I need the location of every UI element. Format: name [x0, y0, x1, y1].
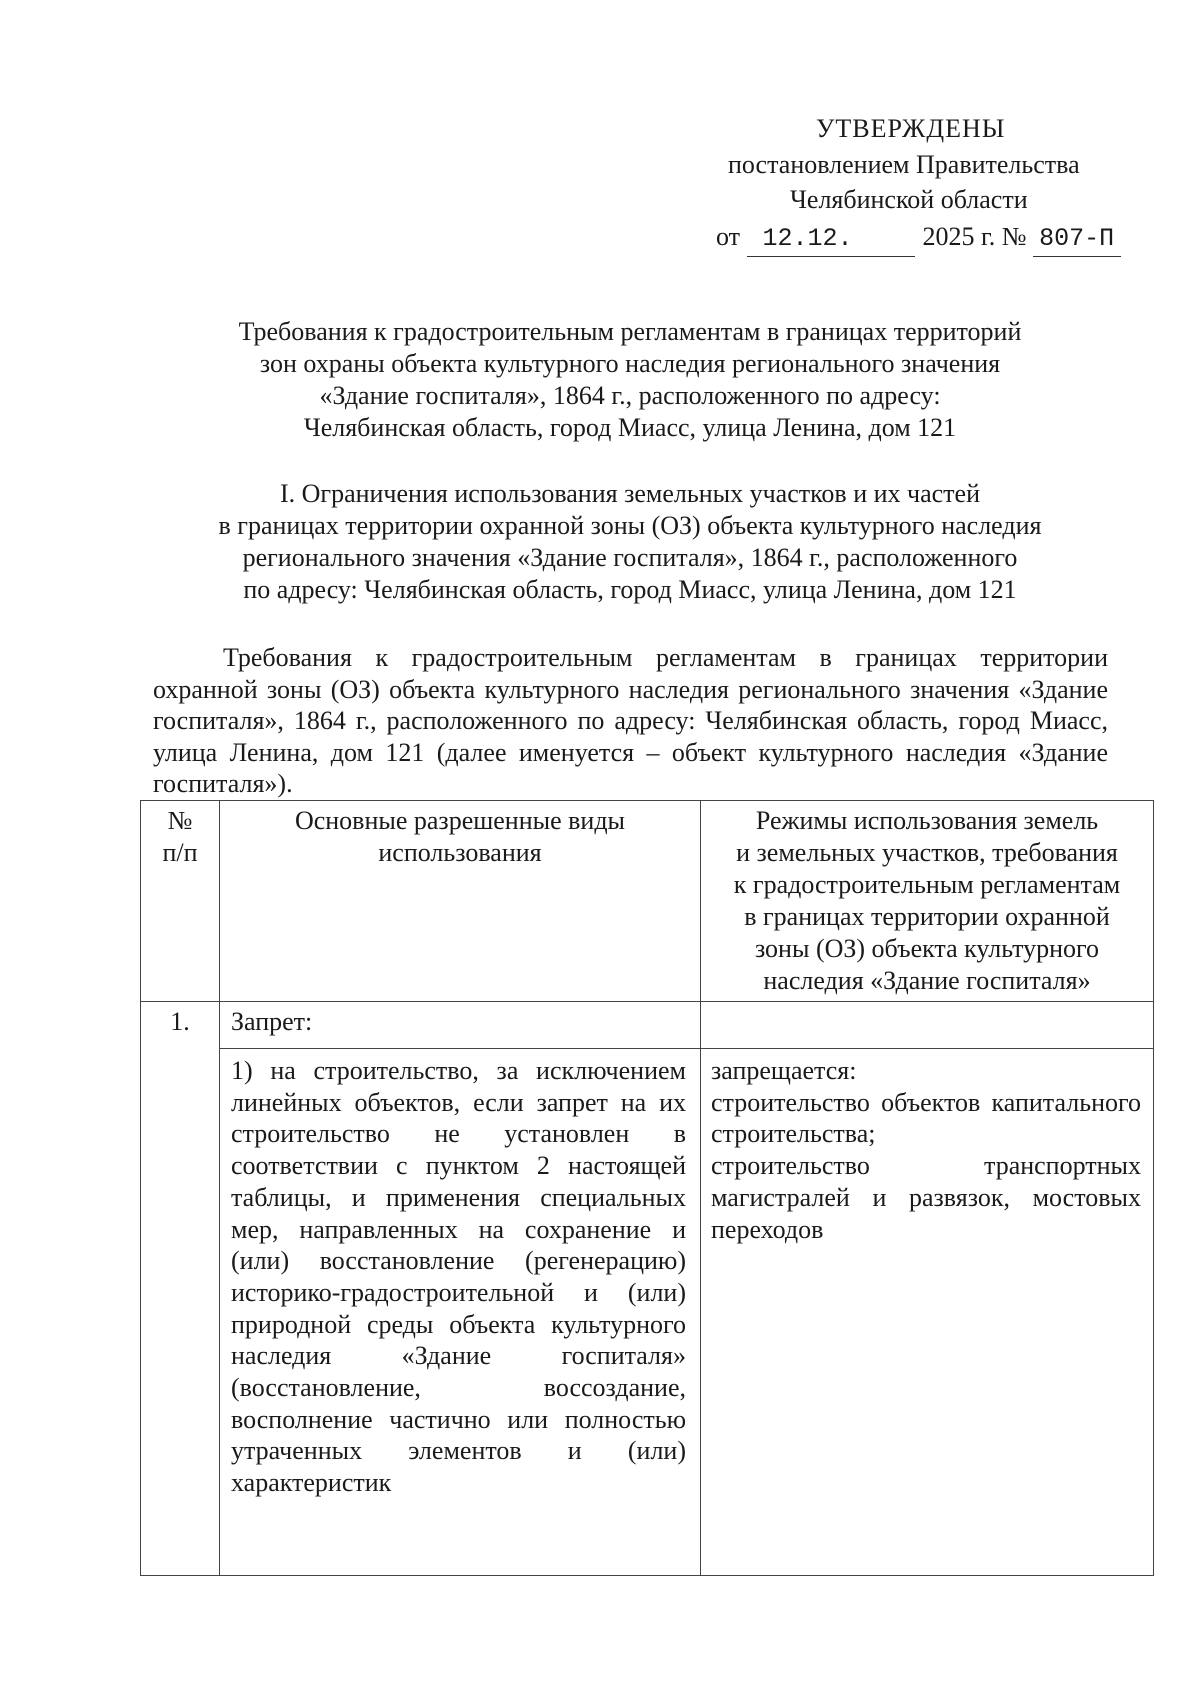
approval-year-text: 2025 г. № [922, 222, 1027, 251]
document-title-line: «Здание госпиталя», 1864 г., расположенного по адресу: [319, 381, 941, 410]
section-title-line: по адресу: Челябинская область, город Миасс, улица Ленина, дом 121 [243, 575, 1017, 604]
header-uses-line: использования [378, 838, 542, 867]
section-title-line: I. Ограничения использования земельных участков и их частей [279, 479, 981, 508]
row-mode-line: строительство транспортных магистралей и развязок, мостовых переходов [711, 1151, 1141, 1244]
section-title-line: в границах территории охранной зоны (ОЗ) объекта культурного наследия [218, 511, 1042, 540]
row-number-cell: 1. [141, 1002, 220, 1049]
row-number-cell [141, 1049, 220, 1576]
approval-number-value: 807-П [1033, 222, 1121, 257]
document-title-line: Челябинская область, город Миасс, улица Ленина, дом 121 [303, 413, 957, 442]
row-uses-cell: Запрет: [220, 1002, 701, 1049]
section-title-line: регионального значения «Здание госпиталя», 1864 г., расположенного [242, 543, 1018, 572]
section-title [150, 478, 1110, 606]
header-number-symbol: № [167, 806, 193, 835]
document-title [150, 316, 1110, 444]
approval-title: УТВЕРЖДЕНЫ [816, 114, 1006, 143]
header-mode-line: к градостроительным регламентам [733, 870, 1121, 899]
header-mode-line: наследия «Здание госпиталя» [763, 966, 1091, 995]
row-mode-cell [701, 1002, 1154, 1049]
header-number-label: п/п [162, 838, 198, 867]
regulations-table [140, 800, 1154, 1576]
header-mode-line: в границах территории охранной [744, 902, 1110, 931]
header-uses-line: Основные разрешенные виды [294, 806, 626, 835]
document-title-line: зон охраны объекта культурного наследия регионального значения [259, 349, 1001, 378]
row-mode-cell [701, 1049, 1154, 1576]
header-number-cell [141, 801, 220, 1002]
approval-line-region: Челябинской области [790, 185, 1028, 214]
approval-line-date-number [716, 220, 1121, 257]
header-mode-line: и земельных участков, требования [736, 838, 1118, 867]
header-uses-cell [220, 801, 701, 1002]
table-row [141, 1002, 1154, 1049]
header-mode-line: зоны (ОЗ) объекта культурного [754, 934, 1100, 963]
approval-from-label: от [716, 222, 741, 251]
row-uses-cell: 1) на строительство, за исключением линейных объектов, если запрет на их строительство не установлен в соответствии с пунктом 2 настоящей таблицы, и применения специальных мер, направленных на сохранение и (или) восстановление (регенерацию) историко-градостроительной и (или) природной среды объекта культурного наследия «Здание госпиталя» (восстановление, воссоздание, восполнение частично или полностью утраченных элементов и (или) характеристик [220, 1049, 701, 1576]
header-mode-cell [701, 801, 1154, 1002]
table-row [141, 1049, 1154, 1576]
row-mode-line: строительство объектов капитального строительства; [711, 1087, 1141, 1149]
header-mode-line: Режимы использования земель [755, 806, 1099, 835]
intro-paragraph: Требования к градостроительным регламентам в границах территории охранной зоны (ОЗ) объекта культурного наследия регионального значения «Здание госпиталя», 1864 г., расположенного по адресу: Челябинская область, город Миасс, улица Ленина, дом 121 (далее именуется – объект культурного наследия «Здание госпиталя»). [153, 643, 1108, 798]
approval-line-government: постановлением Правительства [728, 150, 1080, 179]
table-header-row [141, 801, 1154, 1002]
approval-date-value: 12.12. [747, 222, 915, 257]
row-mode-line: запрещается: [711, 1056, 857, 1085]
document-title-line: Требования к градостроительным регламентам в границах территорий [238, 317, 1022, 346]
